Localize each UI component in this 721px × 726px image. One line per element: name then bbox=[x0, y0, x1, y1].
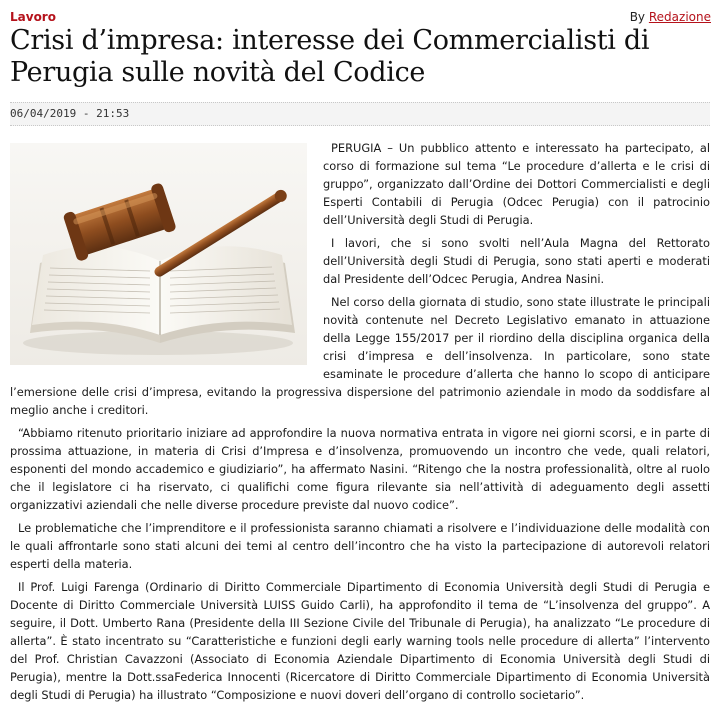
byline bbox=[630, 10, 711, 24]
article-paragraph: Il Prof. Luigi Farenga (Ordinario di Diritto Commerciale Dipartimento di Economia Università degli Studi di Perugia e Docente di Diritto Commerciale Università LUISS Guido Carli), ha approfondito il tema de “L’insolvenza del gruppo”. A seguire, il Dott. Umberto Rana (Presidente della III Sezione Civile del Tribunale di Perugia), ha analizzato “Le procedure di allerta”. È stato incentrato su “Caratteristiche e funzioni degli early warning tools nelle procedure di allerta” l’intervento del Prof. Christian Cavazzoni (Associato di Economia Aziendale Dipartimento di Economia Università degli Studi di Perugia), mentre la Dott.ssaFederica Innocenti (Ricercatore di Diritto Commerciale Dipartimento di Economia Università degli Studi di Perugia) ha illustrato “Composizione e nuovi doveri dell’organo di controllo societario”. bbox=[10, 580, 710, 702]
article-paragraph: Nel corso della giornata di studio, sono state illustrate le principali novità contenute nel Decreto Legislativo emanato in attuazione della Legge 155/2017 per il riordino della disciplina organica della crisi d’impresa e dell’insolvenza. In particolare, sono state esaminate le procedure d’allerta che hanno lo scopo di anticipare l’emersione delle crisi d’impresa, evitando la progressiva dispersione del patrimonio aziendale in modo da soddisfare al meglio anche i creditori. bbox=[10, 295, 710, 417]
byline-prefix: By bbox=[629, 10, 646, 24]
article-paragraph: “Abbiamo ritenuto prioritario iniziare ad approfondire la nuova normativa entrata in vigore nei giorni scorsi, e in parte di prossima attuazione, in materia di Crisi d’Impresa e d’insolvenza, promuovendo un incontro che vede, quali relatori, esponenti del mondo accademico e giudiziario”, ha affermato Nasini. “Ritengo che la nostra professionalità, oltre al ruolo che il legislatore ci ha riservato, ci qualifichi come figura rilevante sia nell’attività di adeguamento degli assetti organizzativi aziendali che nelle diverse procedure previste dal nuovo codice”. bbox=[10, 426, 710, 512]
article-title: Crisi d’impresa: interesse dei Commercialisti di Perugia sulle novità del Codice bbox=[10, 25, 650, 88]
category-link[interactable]: Lavoro bbox=[10, 10, 56, 24]
author-link[interactable]: Redazione bbox=[648, 10, 711, 24]
article-paragraph: PERUGIA – Un pubblico attento e interessato ha partecipato, al corso di formazione sul tema “Le procedure d’allerta e le crisi di gruppo”, organizzato dall’Ordine dei Dottori Commercialisti e degli Esperti Contabili di Perugia (Odcec Perugia) con il patrocinio dell’Università degli Studi di Perugia. bbox=[323, 141, 710, 227]
date-bar bbox=[10, 102, 710, 126]
article-paragraph: I lavori, che si sono svolti nell’Aula Magna del Rettorato dell’Università degli Studi di Perugia, sono stati aperti e moderati dal Presidente dell’Odcec Perugia, Andrea Nasini. bbox=[323, 236, 710, 286]
article-paragraph: Le problematiche che l’imprenditore e il professionista saranno chiamati a risolvere e l’individuazione delle modalità con le quali affrontarle sono stati alcuni dei temi al centro dell’incontro che ha visto la partecipazione di autorevoli relatori esperti della materia. bbox=[10, 521, 710, 571]
publish-date: 06/04/2019 - 21:53 bbox=[10, 107, 130, 120]
article-header-bar bbox=[10, 10, 711, 26]
gavel-on-book-photo bbox=[10, 143, 307, 365]
